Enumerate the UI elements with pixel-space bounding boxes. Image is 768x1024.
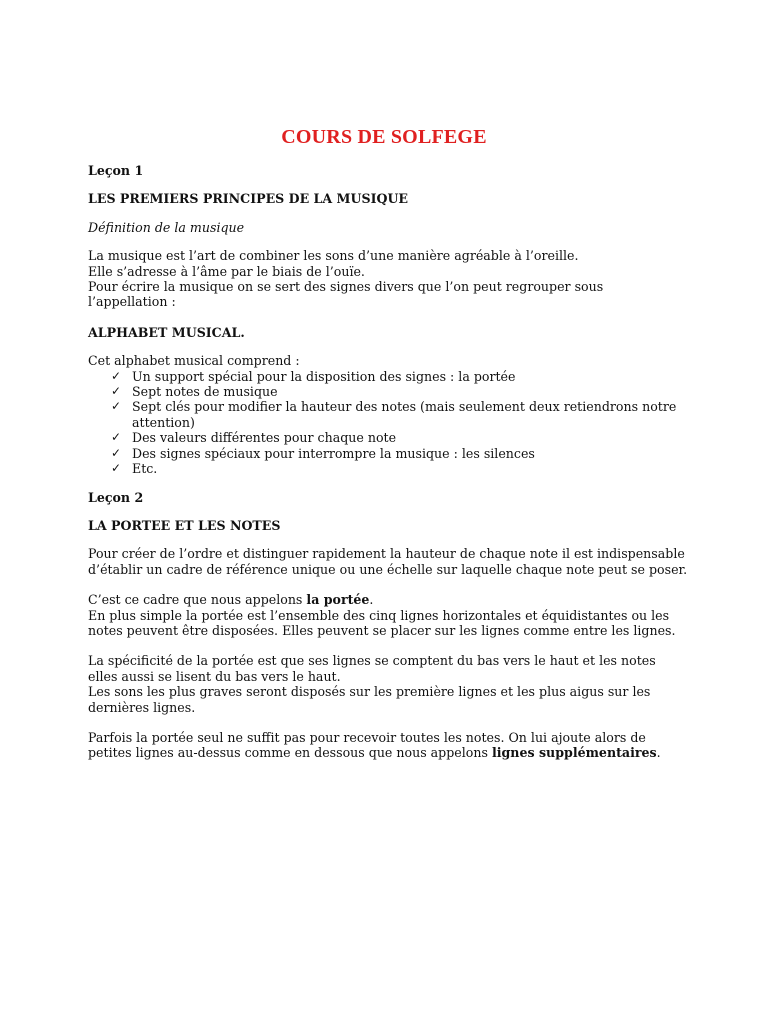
- list-item: [111, 446, 688, 461]
- list-item: [111, 369, 688, 384]
- document-title: COURS DE SOLFEGE: [281, 126, 487, 148]
- alphabet-list: [88, 369, 688, 477]
- bold-term-lignes-supplementaires: lignes supplémentaires: [491, 745, 657, 761]
- list-item: [111, 399, 688, 430]
- text-span: .: [369, 592, 374, 608]
- check-mark-icon: ✓: [111, 399, 122, 414]
- lesson2-heading: LA PORTEE ET LES NOTES: [88, 517, 281, 533]
- list-item-text: Des signes spéciaux pour interrompre la musique : les silences: [132, 445, 535, 461]
- lesson1-label: Leçon 1: [88, 163, 144, 178]
- check-mark-icon: ✓: [111, 461, 122, 476]
- list-item-text: Un support spécial pour la disposition des signes : la portée: [132, 368, 516, 384]
- lesson2-paragraph-3: La spécificité de la portée est que ses lignes se comptent du bas vers le haut et les notes elles aussi se lisent du bas vers le haut.: [88, 653, 656, 684]
- document-body: [88, 163, 688, 761]
- list-item-text: Sept notes de musique: [132, 384, 278, 400]
- list-item: [111, 384, 688, 399]
- lesson2-paragraph-4: [88, 730, 688, 761]
- paragraph-line: l’appellation :: [88, 294, 176, 310]
- check-mark-icon: ✓: [111, 368, 122, 383]
- lesson2-paragraph-3-continued: Les sons les plus graves seront disposés sur les première lignes et les plus aigus sur les dernières lignes.: [88, 684, 651, 715]
- lesson1-subheading: Définition de la musique: [88, 219, 245, 235]
- text-span: .: [656, 745, 661, 761]
- text-span: C’est ce cadre que nous appelons: [88, 592, 307, 608]
- list-item: [111, 461, 688, 476]
- list-intro: Cet alphabet musical comprend :: [88, 353, 300, 369]
- check-mark-icon: ✓: [111, 430, 122, 445]
- paragraph-line: Pour écrire la musique on se sert des signes divers que l’on peut regrouper sous: [88, 279, 604, 295]
- list-item-text: Etc.: [132, 461, 158, 477]
- list-item: [111, 430, 688, 445]
- check-mark-icon: ✓: [111, 384, 122, 399]
- lesson2-paragraph-1: Pour créer de l’ordre et distinguer rapidement la hauteur de chaque note il est indispensable d’établir un cadre de référence unique ou une échelle sur laquelle chaque note peut se poser.: [88, 546, 688, 577]
- lesson2-paragraph-2: [88, 592, 688, 607]
- paragraph-line: La musique est l’art de combiner les sons d’une manière agréable à l’oreille.: [88, 248, 579, 264]
- text-span: Parfois la portée seul ne suffit pas pour recevoir toutes les notes. On lui ajoute alors de petites lignes au-dessus comme en dessous que nous appelons: [88, 729, 646, 761]
- list-item-text: Sept clés pour modifier la hauteur des notes (mais seulement deux retiendrons notre attention): [132, 399, 677, 430]
- lesson2-paragraph-2-continued: En plus simple la portée est l’ensemble des cinq lignes horizontales et équidistantes ou les notes peuvent être disposées. Elles peuvent se placer sur les lignes comme entre les lignes.: [88, 607, 676, 638]
- lesson1-definition-paragraph: [88, 248, 688, 310]
- check-mark-icon: ✓: [111, 445, 122, 460]
- list-item-text: Des valeurs différentes pour chaque note: [132, 430, 397, 446]
- bold-term-portee: la portée: [306, 592, 370, 608]
- paragraph-line: Elle s’adresse à l’âme par le biais de l’ouïe.: [88, 263, 365, 279]
- lesson2-label: Leçon 2: [88, 489, 144, 505]
- lesson1-heading: LES PREMIERS PRINCIPES DE LA MUSIQUE: [88, 191, 409, 207]
- alphabet-heading: ALPHABET MUSICAL.: [88, 324, 245, 340]
